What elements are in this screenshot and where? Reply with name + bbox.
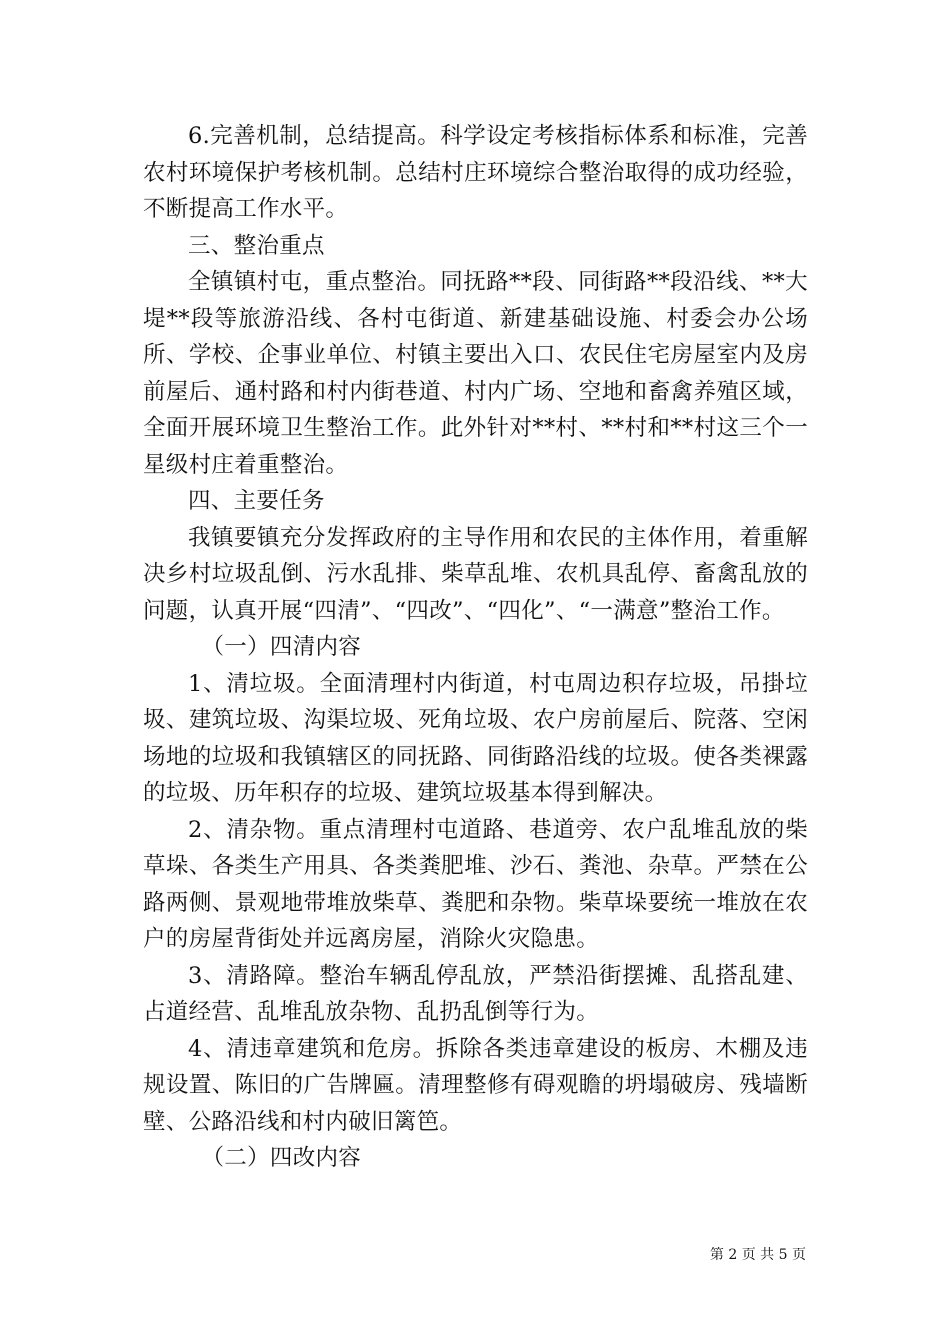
paragraph-main-tasks-intro: 我镇要镇充分发挥政府的主导作用和农民的主体作用，着重解决乡村垃圾乱倒、污水乱排、柴草乱堆、农机具乱停、畜禽乱放的问题，认真开展“四清”、“四改”、“四化”、“一满意”整治工作。 bbox=[143, 524, 808, 624]
page-number: 第 2 页 共 5 页 bbox=[709, 1247, 806, 1263]
paragraph-clean-garbage: 1、清垃圾。全面清理村内街道，村屯周边积存垃圾，吊掛垃圾、建筑垃圾、沟渠垃圾、死角垃圾、农户房前屋后、院落、空闲场地的垃圾和我镇辖区的同抚路、同街路沿线的垃圾。使各类裸露的垃圾、历年积存的垃圾、建筑垃圾基本得到解决。 bbox=[143, 670, 808, 806]
heading-rectification-focus: 三、整治重点 bbox=[188, 232, 325, 259]
paragraph-clean-illegal-buildings: 4、清违章建筑和危房。拆除各类违章建设的板房、木棚及违规设置、陈旧的广告牌匾。清理整修有碍观瞻的坍塌破房、残墙断壁、公路沿线和村内破旧篱笆。 bbox=[143, 1035, 808, 1135]
heading-main-tasks: 四、主要任务 bbox=[188, 488, 325, 514]
paragraph-improve-mechanism: 6.完善机制，总结提高。科学设定考核指标体系和标准，完善农村环境保护考核机制。总结村庄环境综合整治取得的成功经验，不断提高工作水平。 bbox=[143, 123, 808, 222]
paragraph-rectification-scope: 全镇镇村屯，重点整治。同抚路**段、同街路**段沿线、**大堤**段等旅游沿线、各村屯街道、新建基础设施、村委会办公场所、学校、企事业单位、村镇主要出入口、农民住宅房屋室内及房前屋后、通村路和村内街巷道、村内广场、空地和畜禽养殖区域，全面开展环境卫生整治工作。此外针对**村、**村和**村这三个一星级村庄着重整治。 bbox=[143, 269, 808, 478]
paragraph-clean-obstacles: 3、清路障。整治车辆乱停乱放，严禁沿街摆摊、乱搭乱建、占道经营、乱堆乱放杂物、乱扔乱倒等行为。 bbox=[143, 962, 808, 1025]
paragraph-clean-debris: 2、清杂物。重点清理村屯道路、巷道旁、农户乱堆乱放的柴草垛、各类生产用具、各类粪肥堆、沙石、粪池、杂草。严禁在公路两侧、景观地带堆放柴草、粪肥和杂物。柴草垛要统一堆放在农户的房屋背街处并远离房屋，消除火灾隐患。 bbox=[143, 816, 808, 952]
subheading-four-reforms: （二）四改内容 bbox=[201, 1145, 362, 1171]
document-body bbox=[143, 118, 808, 1177]
subheading-four-cleanups: （一）四清内容 bbox=[201, 634, 362, 660]
